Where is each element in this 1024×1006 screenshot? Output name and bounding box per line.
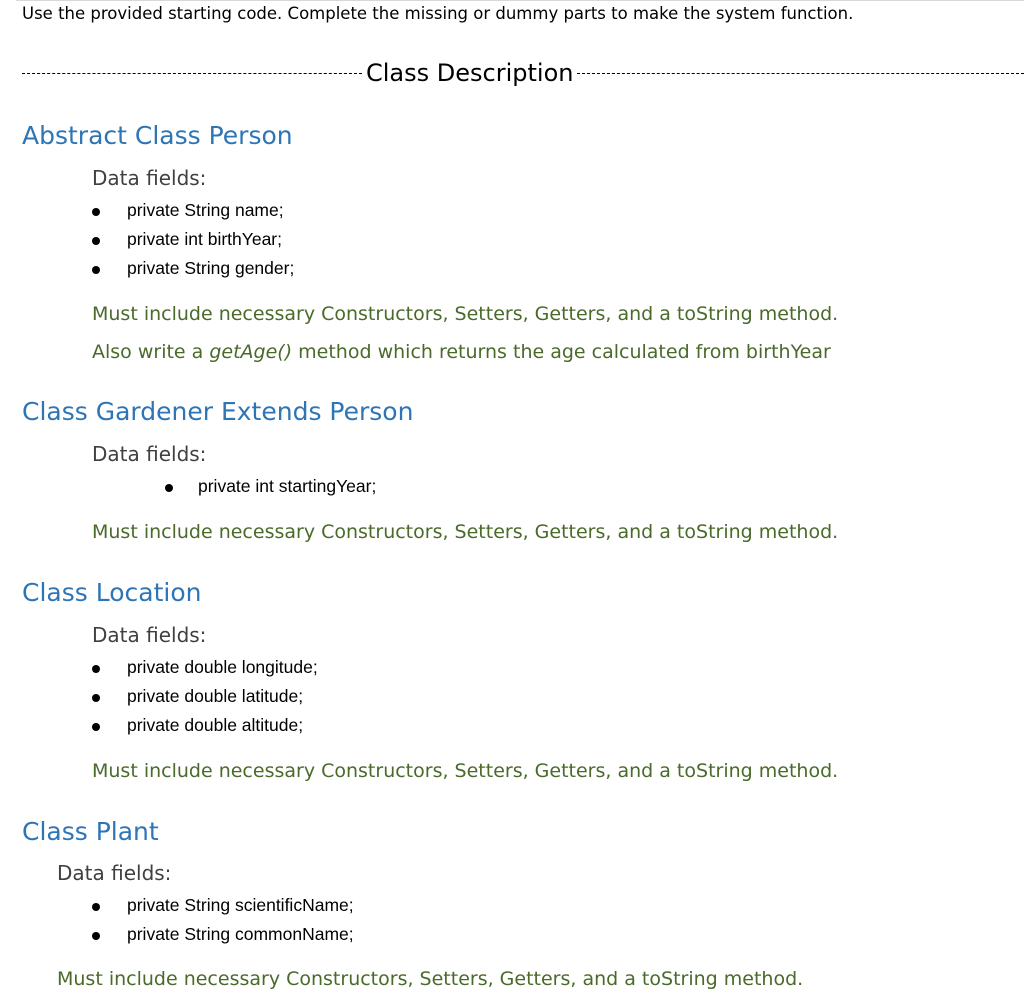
person-field-item: private String gender;	[127, 258, 295, 278]
plant-fields-label: Data fields:	[57, 861, 172, 885]
getage-note-suffix: method which returns the age calculated from birthYear	[292, 341, 831, 363]
location-field-item: private double longitude;	[127, 657, 318, 677]
bullet-icon	[92, 903, 100, 911]
plant-field-item: private String commonName;	[127, 924, 354, 944]
instruction-text: Use the provided starting code. Complete the missing or dummy parts to make the system function.	[22, 4, 854, 23]
person-field-item: private String name;	[127, 200, 284, 220]
gardener-fields-label: Data fields:	[92, 442, 207, 466]
divider-dashes-left	[22, 73, 362, 74]
class-description-divider	[22, 56, 1024, 90]
location-heading: Class Location	[22, 578, 202, 607]
divider-title: Class Description	[366, 59, 574, 87]
location-field-item: private double altitude;	[127, 715, 304, 735]
bullet-icon	[92, 237, 100, 245]
bullet-icon	[92, 694, 100, 702]
person-field-item: private int birthYear;	[127, 229, 282, 249]
plant-heading: Class Plant	[22, 817, 159, 846]
getage-method-name: getAge()	[209, 341, 293, 363]
divider-dashes-right	[577, 73, 1024, 74]
gardener-heading: Class Gardener Extends Person	[22, 397, 414, 426]
bullet-icon	[92, 208, 100, 216]
getage-note-prefix: Also write a	[92, 341, 210, 363]
person-note: Must include necessary Constructors, Setters, Getters, and a toString method.	[92, 303, 839, 325]
person-getage-note	[92, 341, 831, 363]
plant-field-item: private String scientificName;	[127, 895, 354, 915]
bullet-icon	[92, 723, 100, 731]
page-top-rule	[16, 0, 1024, 1]
location-fields-label: Data fields:	[92, 623, 207, 647]
bullet-icon	[92, 932, 100, 940]
person-heading: Abstract Class Person	[22, 121, 293, 150]
gardener-field-item: private int startingYear;	[198, 476, 377, 496]
gardener-note: Must include necessary Constructors, Setters, Getters, and a toString method.	[92, 521, 839, 543]
bullet-icon	[92, 266, 100, 274]
plant-note: Must include necessary Constructors, Setters, Getters, and a toString method.	[57, 968, 804, 990]
bullet-icon	[165, 484, 173, 492]
person-fields-label: Data fields:	[92, 166, 207, 190]
location-note: Must include necessary Constructors, Setters, Getters, and a toString method.	[92, 760, 839, 782]
bullet-icon	[92, 665, 100, 673]
location-field-item: private double latitude;	[127, 686, 304, 706]
